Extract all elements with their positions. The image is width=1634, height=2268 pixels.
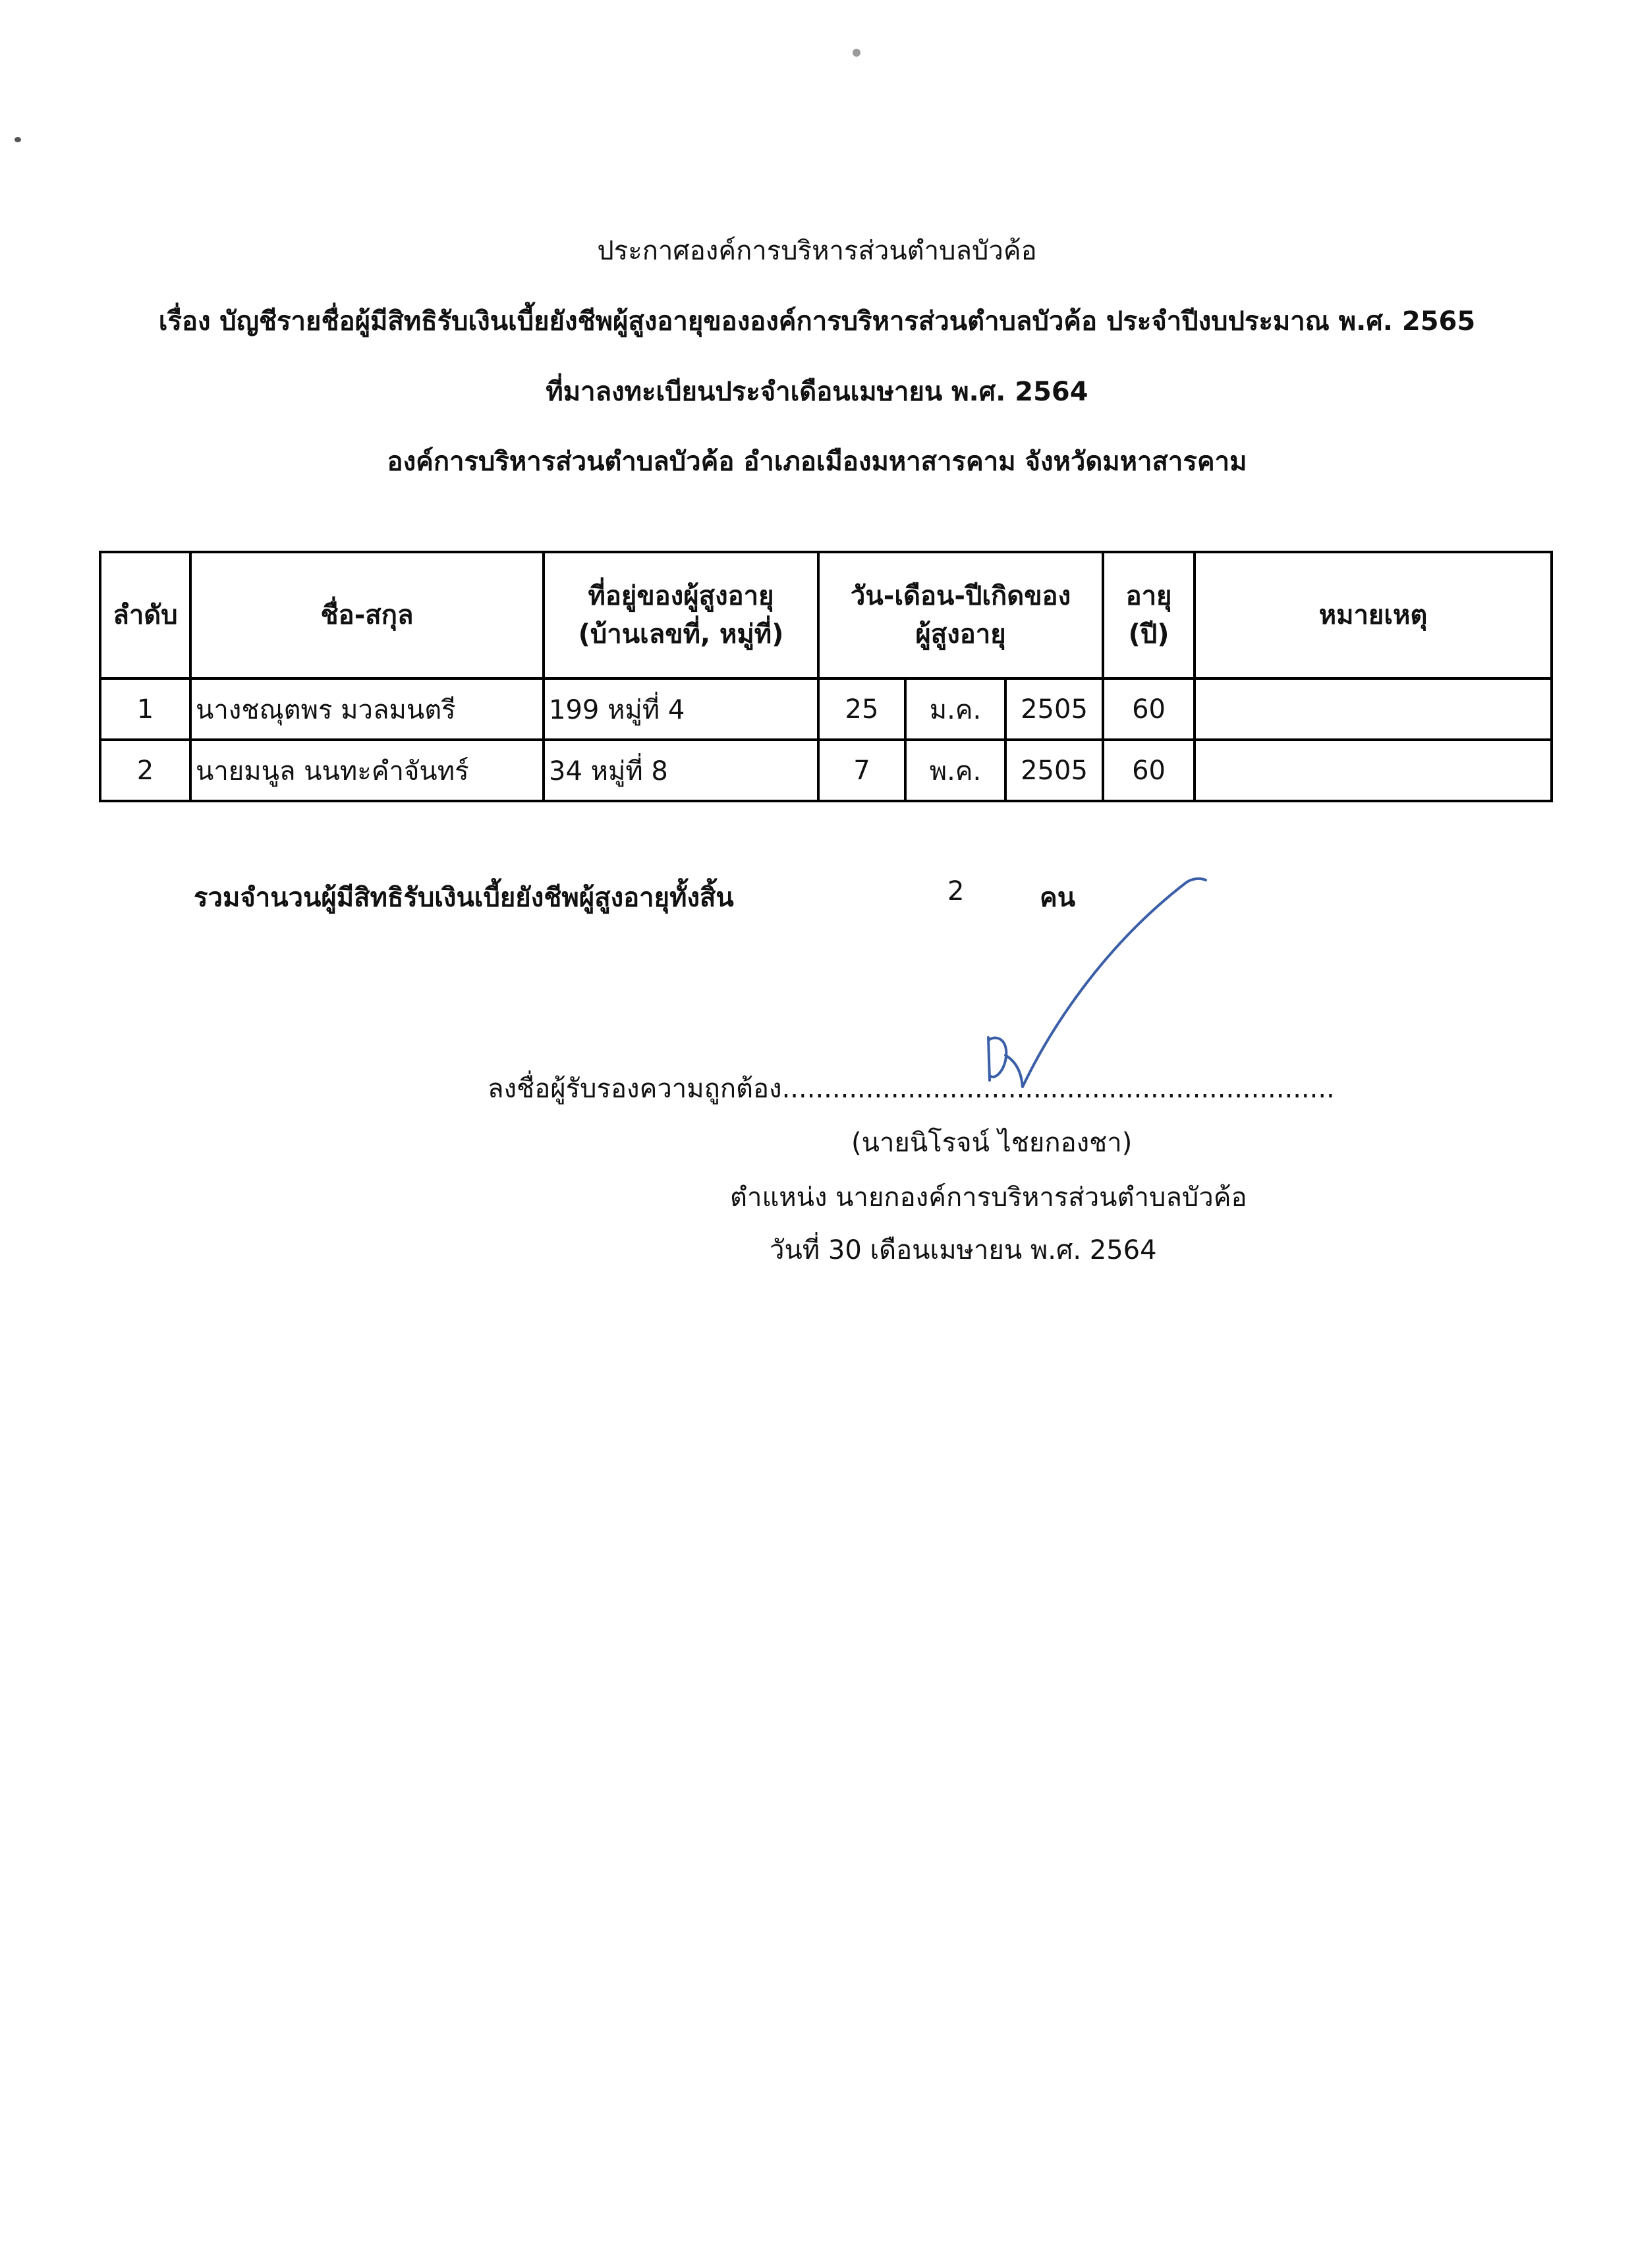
header-age-line-2: (ปี) <box>1128 619 1169 650</box>
total-count: 2 <box>947 876 965 906</box>
signature-label: ลงชื่อผู้รับรองความถูกต้อง <box>488 1074 782 1104</box>
header-dob-line-1: วัน-เดือน-ปีเกิดของ <box>850 581 1071 611</box>
cell-address: 34 หมู่ที่ 8 <box>544 740 818 801</box>
signatory-position: ตำแหน่ง นายกองค์การบริหารส่วนตำบลบัวค้อ <box>730 1182 1247 1213</box>
cell-birth-month: ม.ค. <box>905 678 1005 740</box>
header-line-3: ที่มาลงทะเบียนประจำเดือนเมษายน พ.ศ. 2564 <box>546 377 1088 407</box>
scan-speck <box>14 137 21 142</box>
cell-birth-year: 2505 <box>1005 740 1103 801</box>
cell-birth-month: พ.ค. <box>905 740 1005 801</box>
table-row <box>100 740 1552 801</box>
header-name: ชื่อ-สกุล <box>190 552 544 678</box>
header-address-line-2: (บ้านเลขที่, หมู่ที่) <box>578 619 784 650</box>
header-age <box>1103 552 1195 678</box>
cell-birth-year: 2505 <box>1005 678 1103 740</box>
signature-dots: .................................................................. <box>781 1074 1335 1104</box>
cell-remark <box>1195 678 1552 740</box>
header-line-2: เรื่อง บัญชีรายชื่อผู้มีสิทธิรับเงินเบี้ยยังชีพผู้สูงอายุขององค์การบริหารส่วนตำบลบัวค้อ ประจำปีงบประมาณ พ.ศ. 2565 <box>158 306 1476 337</box>
signatory-name: (นายนิโรจน์ ไชยกองชา) <box>851 1128 1133 1158</box>
scan-speck <box>853 49 860 57</box>
cell-birth-day: 25 <box>818 678 905 740</box>
header-address-line-1: ที่อยู่ของผู้สูงอายุ <box>588 581 774 611</box>
total-unit: คน <box>1040 883 1076 913</box>
header-line-1: ประกาศองค์การบริหารส่วนตำบลบัวค้อ <box>597 236 1037 266</box>
header-line-4: องค์การบริหารส่วนตำบลบัวค้อ อำเภอเมืองมหาสารคาม จังหวัดมหาสารคาม <box>387 447 1247 477</box>
cell-address: 199 หมู่ที่ 4 <box>544 678 818 740</box>
total-label: รวมจำนวนผู้มีสิทธิรับเงินเบี้ยยังชีพผู้สูงอายุทั้งสิ้น <box>194 883 734 913</box>
header-order: ลำดับ <box>100 552 190 678</box>
cell-order: 2 <box>100 740 190 801</box>
signature-date: วันที่ 30 เดือนเมษายน พ.ศ. 2564 <box>770 1235 1157 1265</box>
table-header-row <box>100 552 1552 678</box>
header-age-line-1: อายุ <box>1125 581 1172 611</box>
cell-age: 60 <box>1103 678 1195 740</box>
cell-order: 1 <box>100 678 190 740</box>
handwritten-signature <box>975 870 1226 1093</box>
header-remark: หมายเหตุ <box>1195 552 1552 678</box>
cell-remark <box>1195 740 1552 801</box>
header-dob-line-2: ผู้สูงอายุ <box>915 619 1006 650</box>
signature-line <box>488 1067 1335 1109</box>
cell-age: 60 <box>1103 740 1195 801</box>
cell-name: นายมนูล นนทะคำจันทร์ <box>190 740 544 801</box>
cell-birth-day: 7 <box>818 740 905 801</box>
elderly-roster-table <box>99 551 1553 802</box>
table-row <box>100 678 1552 740</box>
header-dob <box>818 552 1103 678</box>
header-address <box>544 552 818 678</box>
cell-name: นางชณุตพร มวลมนตรี <box>190 678 544 740</box>
